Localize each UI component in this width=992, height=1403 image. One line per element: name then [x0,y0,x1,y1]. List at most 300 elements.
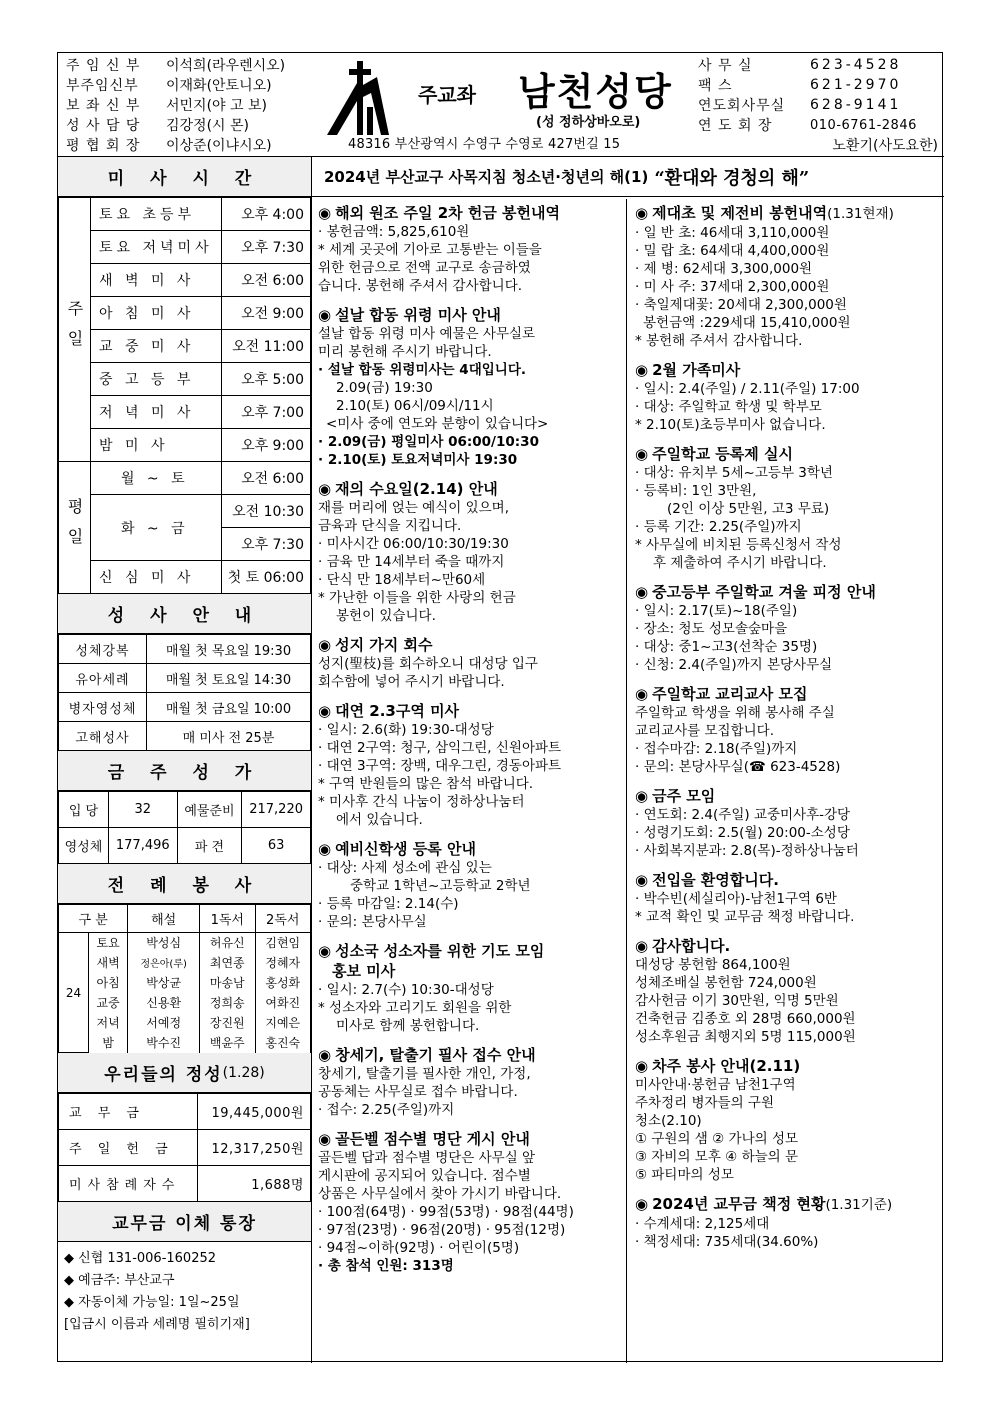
hymns-title: 금 주 성 가 [58,751,311,791]
notice-title [318,941,622,961]
table-row [59,722,311,751]
table-row [59,363,311,396]
notice-title-text: 주일학교 등록제 실시 [652,445,793,463]
church-logo-icon [323,57,393,135]
contact-value: 621-2970 [810,77,902,93]
liturgy-cell: 허유신 [200,933,255,953]
notice-block [635,936,940,1046]
staff-list [66,55,326,155]
staff-name: 이석희(라우렌시오) [166,58,286,74]
sacrament-name: 고해성사 [59,722,147,751]
sacraments-table [58,634,311,751]
notice-line: ① 구원의 샘 ② 가나의 성모 [635,1131,799,1147]
notice-title [318,479,622,499]
mass-time: 오후 7:00 [221,396,310,429]
offering-table [58,1093,311,1202]
notice-line: 재를 머리에 얹는 예식이 있으며, [318,500,509,516]
mass-name: 밤 미 사 [91,429,222,462]
mass-name: 새 벽 미 사 [91,264,222,297]
account-line: [입금시 이름과 세례명 필히기재] [64,1317,250,1332]
notice-line: 미사안내·봉헌금 남천1구역 [635,1077,796,1093]
notice-title-text: 전입을 환영합니다. [652,871,779,889]
bullet-icon: ◉ [635,361,649,379]
mass-name: 화 ~ 금 [91,495,222,561]
notice-title [635,1194,940,1215]
notice-line: · 단식 만 18세부터~만60세 [318,572,486,588]
notice-block [635,203,940,350]
offering-label: 주 일 헌 금 [59,1130,198,1166]
notice-title [635,786,940,806]
table-row [59,973,311,993]
notice-line: * 구역 반원들의 많은 참석 바랍니다. [318,776,534,792]
notice-line: · 일시: 2.4(주일) / 2.11(주일) 17:00 [635,381,860,397]
notice-line: 공동체는 사무실로 접수 바랍니다. [318,1084,518,1100]
sacrament-schedule: 매월 첫 금요일 10:00 [147,693,311,722]
church-address: 48316 부산광역시 수영구 수영로 427번길 15 [348,137,621,152]
notice-line: · 일 반 초: 46세대 3,110,000원 [635,225,830,241]
notice-line: · 대연 2구역: 청구, 삼익그린, 신원아파트 [318,740,562,756]
contact-list [698,55,942,154]
notice-line: 교리교사를 모집합니다. [635,723,774,739]
notice-title-text: 중고등부 주일학교 겨울 피정 안내 [652,583,876,601]
notice-title-text: 설날 합동 위령 미사 안내 [335,306,501,324]
notice-title [318,839,622,859]
notice-line: * 교적 확인 및 교무금 책정 바랍니다. [635,909,855,925]
notice-line: · 대상: 유치부 5세~고등부 3학년 [635,465,833,481]
notice-title [318,1129,622,1149]
table-row [59,297,311,330]
notice-line: 금육과 단식을 지킵니다. [318,518,462,534]
notice-line: · 성령기도회: 2.5(월) 20:00-소성당 [635,825,850,841]
offering-title-text: 우리들의 정성 [104,1065,223,1085]
mass-time: 오후 4:00 [221,198,310,231]
staff-name: 이재화(안토니오) [166,78,272,94]
notice-title-text: 2024년 교무금 책정 현황 [652,1195,826,1213]
notice-title-text: 대연 2.3구역 미사 [335,702,460,720]
sacrament-name: 성체강복 [59,635,147,664]
mass-times-title: 미 사 시 간 [58,157,311,197]
notice-line: 대성당 봉헌함 864,100원 [635,957,791,973]
notice-title [318,305,622,325]
hymn-label: 입 당 [59,792,109,828]
account-title: 교무금 이체 통장 [58,1202,311,1242]
notice-title [635,203,940,224]
staff-name: 서민지(야 고 보) [166,98,267,114]
liturgy-cell: 장진원 [200,1013,255,1033]
staff-row [66,75,326,95]
notice-line: 봉헌금액 :229세대 15,410,000원 [643,315,851,331]
notice-block [318,479,622,625]
hymn-label: 영성체 [59,828,109,864]
notice-block [318,941,622,1035]
bullet-icon: ◉ [318,1130,332,1148]
hymns-table [58,791,311,864]
notice-block [318,839,622,931]
liturgy-cell: 여화진 [255,993,311,1013]
liturgy-cell: 신용환 [128,993,200,1013]
notice-line: 후 제출하여 주시기 바랍니다. [653,555,827,571]
sacrament-schedule: 매월 첫 토요일 14:30 [147,664,311,693]
staff-row [66,115,326,135]
notice-line: 습니다. 봉헌해 주셔서 감사합니다. [318,278,523,294]
notice-line: (2인 이상 5만원, 고3 무료) [667,501,830,517]
bullet-icon: ◉ [318,702,332,720]
staff-row [66,55,326,75]
staff-role: 성 사 담 당 [66,118,141,134]
notice-title [635,360,940,380]
bullet-icon: ◉ [635,445,649,463]
notice-line: · 문의: 본당사무실(☎ 623-4528) [635,759,841,775]
liturgy-header: 2독서 [255,905,311,933]
mass-name: 월 ~ 토 [91,462,222,495]
offering-title [58,1053,311,1093]
notice-line: · 등록 기간: 2.25(주일)까지 [635,519,802,535]
notices-middle-column [312,199,627,1363]
notice-line: · 94점~이하(92명) · 어린이(5명) [318,1240,520,1256]
bullet-icon: ◉ [318,942,332,960]
notice-title-suffix: (1.31현재) [827,206,894,222]
liturgy-cell: 박상균 [128,973,200,993]
mass-name: 교 중 미 사 [91,330,222,363]
table-row [59,933,311,953]
notice-line: · 미 사 주: 37세대 2,300,000원 [635,279,830,295]
staff-row [66,135,326,155]
mass-time: 오후 9:00 [221,429,310,462]
liturgy-cell: 홍성화 [255,973,311,993]
notice-title [318,635,622,655]
liturgy-table [58,904,311,1053]
bullet-icon: ◉ [635,937,649,955]
table-row [59,264,311,297]
liturgy-header: 1독서 [200,905,255,933]
mass-time: 첫 토 06:00 [221,561,310,594]
notice-line: * 사무실에 비치된 등록신청서 작성 [635,537,842,553]
bullet-icon: ◉ [318,480,332,498]
liturgy-cell: 아침 [89,973,128,993]
bullet-icon: ◉ [635,583,649,601]
bullet-icon: ◉ [318,306,332,324]
liturgy-cell: 토요 [89,933,128,953]
notice-line: 성소후원금 최행지외 5명 115,000원 [635,1029,856,1045]
notice-line: 건축헌금 김종호 외 28명 660,000원 [635,1011,856,1027]
notice-block [318,635,622,691]
notice-block [318,1129,622,1275]
notice-line: 2.10(토) 06시/09시/11시 [336,398,494,414]
notice-title-text: 2월 가족미사 [652,361,741,379]
pastoral-banner [312,157,944,197]
bulletin-header [58,53,944,157]
contact-row [698,55,942,75]
notice-line: 감사헌금 이기 30만원, 익명 5만원 [635,993,839,1009]
contact-value: 010-6761-2846 [810,117,917,133]
notice-line: 성체조배실 봉헌함 724,000원 [635,975,817,991]
staff-role: 부주임신부 [66,78,139,94]
mass-time: 오후 7:30 [221,528,310,561]
account-line: ◆ 자동이체 가능일: 1일~25일 [64,1295,240,1310]
contact-label: 연 도 회 장 [698,118,773,134]
table-row [59,635,311,664]
notice-line: * 성소자와 고리기도 회원을 위한 [318,1000,512,1016]
notice-title [318,701,622,721]
liturgy-cell: 교중 [89,993,128,1013]
bullet-icon: ◉ [635,204,649,222]
mass-name: 아 침 미 사 [91,297,222,330]
banner-prefix: 2024년 부산교구 사목지침 청소년·청년의 해(1) [324,168,649,186]
offering-label: 교 무 금 [59,1094,198,1130]
staff-name: 이상준(이냐시오) [166,138,272,154]
bulletin-page [57,52,943,1362]
bullet-icon: ◉ [635,787,649,805]
notice-title-text: 금주 모임 [652,787,716,805]
notice-title [635,444,940,464]
notice-title-text: 성소국 성소자를 위한 기도 모임 [335,942,545,960]
contact-value: 623-4528 [810,57,902,73]
notice-title [635,684,940,704]
liturgy-cell: 서예정 [128,1013,200,1033]
bullet-icon: ◉ [635,1057,649,1075]
sunday-group-label: 주일 [59,198,91,462]
hymn-value: 32 [108,792,177,828]
notice-title [635,936,940,956]
liturgy-cell: 새벽 [89,953,128,973]
notice-block [635,444,940,572]
notice-line: 봉헌이 있습니다. [336,608,436,624]
notice-line: 위한 헌금으로 전액 교구로 송금하였 [318,260,531,276]
notice-line: · 대상: 중1~고3(선착순 35명) [635,639,818,655]
table-row [59,664,311,693]
notice-line: * 미사후 간식 나눔이 정하상나눔터 [318,794,525,810]
church-name: 남천성당 [518,69,673,114]
liturgy-header: 구 분 [59,905,128,933]
notice-title-text: 감사합니다. [652,937,731,955]
notice-line: · 등록비: 1인 3만원, [635,483,757,499]
offering-label: 미사참례자수 [59,1166,198,1202]
table-row [59,1130,311,1166]
notice-line: · 봉헌금액: 5,825,610원 [318,224,470,240]
hymn-label: 파 견 [177,828,242,864]
notice-line: 성지(聖枝)를 회수하오니 대성당 입구 [318,656,538,672]
liturgy-header: 해설 [128,905,200,933]
notice-line: 주차정리 병자들의 구원 [635,1095,774,1111]
liturgy-cell: 김현임 [255,933,311,953]
notice-line: · 금육 만 14세부터 죽을 때까지 [318,554,505,570]
liturgy-cell: 박수진 [128,1033,200,1053]
notice-line: 2.09(금) 19:30 [336,380,433,396]
bullet-icon: ◉ [635,685,649,703]
notice-line: · 대상: 사제 성소에 관심 있는 [318,860,492,876]
notice-line: · 책정세대: 735세대(34.60%) [635,1234,819,1250]
notice-line: <미사 중에 연도와 분향이 있습니다> [326,416,549,432]
notice-line: · 등록 마감일: 2.14(수) [318,896,459,912]
table-row [59,330,311,363]
hymn-label: 예물준비 [177,792,242,828]
notice-line: 회수함에 넣어 주시기 바랍니다. [318,674,505,690]
notice-block [635,1056,940,1184]
table-row [59,495,311,528]
notice-line: · 100점(64명) · 99점(53명) · 98점(44명) [318,1204,574,1220]
table-row [59,1033,311,1053]
table-row [59,462,311,495]
table-row [59,693,311,722]
mass-times-table [58,197,311,594]
mass-time: 오전 10:30 [221,495,310,528]
liturgy-cell: 정혜자 [255,953,311,973]
notice-block [318,203,622,295]
mass-name: 신 심 미 사 [91,561,222,594]
table-row [59,231,311,264]
contact-signature: 노환기(사도요한) [832,138,938,154]
notice-line: · 제 병: 62세대 3,300,000원 [635,261,813,277]
contact-label: 사 무 실 [698,58,753,74]
hymn-value: 177,496 [108,828,177,864]
notice-line: 중학교 1학년~고등학교 2학년 [350,878,531,894]
notice-title-text: 해외 원조 주일 2차 헌금 봉헌내역 [335,204,561,222]
notice-line: 청소(2.10) [635,1113,702,1129]
offering-date: (1.28) [222,1064,265,1081]
liturgy-title: 전 례 봉 사 [58,864,311,904]
notice-line: · 대상: 주일학교 학생 및 학부모 [635,399,822,415]
notice-line: · 총 참석 인원: 313명 [318,1258,454,1274]
notice-title-suffix: (1.31기준) [825,1197,893,1213]
notice-title-text: 창세기, 탈출기 필사 접수 안내 [335,1046,536,1064]
liturgy-cell: 마송남 [200,973,255,993]
notice-line: · 사회복지분과: 2.8(목)-정하상나눔터 [635,843,859,859]
hymn-value: 63 [242,828,311,864]
notice-line: 게시판에 공지되어 있습니다. 점수별 [318,1168,531,1184]
notice-line: 창세기, 탈출기를 필사한 개인, 가정, [318,1066,531,1082]
church-subtitle: (성 정하상바오로) [536,115,641,130]
contact-label: 연도회사무실 [698,98,786,114]
notice-title-text: 차주 봉사 안내(2.11) [652,1057,801,1075]
sacrament-name: 유아세례 [59,664,147,693]
notice-block [318,1045,622,1119]
notice-line: · 밀 랍 초: 64세대 4,400,000원 [635,243,830,259]
bullet-icon: ◉ [318,636,332,654]
staff-role: 평 협 회 장 [66,138,141,154]
notice-block [635,582,940,674]
liturgy-cell: 밤 [89,1033,128,1053]
sacrament-schedule: 매월 첫 목요일 19:30 [147,635,311,664]
notice-block [635,1194,940,1251]
notice-title [318,1045,622,1065]
mass-time: 오전 6:00 [221,264,310,297]
bullet-icon: ◉ [318,1046,332,1064]
notice-line: · 신청: 2.4(주일)까지 본당사무실 [635,657,833,673]
table-row [59,792,311,828]
liturgy-cell: 정희송 [200,993,255,1013]
notice-line: · 2.09(금) 평일미사 06:00/10:30 [318,434,539,450]
sacrament-name: 병자영성체 [59,693,147,722]
liturgy-cell: 박성심 [128,933,200,953]
notice-line: · 2.10(토) 토요저녁미사 19:30 [318,452,518,468]
left-column [58,157,312,1363]
bullet-icon: ◉ [318,204,332,222]
table-row [59,429,311,462]
table-row [59,396,311,429]
account-info [58,1242,311,1342]
notice-block [318,701,622,829]
table-row [59,905,311,933]
notice-block [635,870,940,926]
account-line: ◆ 신협 131-006-160252 [64,1251,217,1266]
sacrament-schedule: 매 미사 전 25분 [147,722,311,751]
weekday-group-label: 평일 [59,462,91,594]
notice-line: 미리 봉헌해 주시기 바랍니다. [318,344,492,360]
table-row [59,993,311,1013]
table-row [59,198,311,231]
hymn-value: 217,220 [242,792,311,828]
notice-line: * 2.10(토)초등부미사 없습니다. [635,417,826,433]
notice-title-text: 제대초 및 제전비 봉헌내역 [652,204,828,222]
table-row [59,1013,311,1033]
table-row [59,561,311,594]
notice-line: · 박수빈(세실리아)-남천1구역 6반 [635,891,837,907]
church-prefix: 주교좌 [418,83,476,107]
notice-title-text: 주일학교 교리교사 모집 [652,685,808,703]
contact-row [698,95,942,115]
staff-role: 보 좌 신 부 [66,98,141,114]
contact-label: 팩 스 [698,78,733,94]
bullet-icon: ◉ [635,1195,649,1213]
notice-line: * 가난한 이들을 위한 사랑의 헌금 [318,590,516,606]
liturgy-cell: 최연종 [200,953,255,973]
notice-line: · 접수: 2.25(주일)까지 [318,1102,455,1118]
mass-time: 오후 7:30 [221,231,310,264]
table-row [59,953,311,973]
notice-title [635,582,940,602]
notice-line: ③ 자비의 모후 ④ 하늘의 문 [635,1149,799,1165]
notice-line: · 문의: 본당사무실 [318,914,427,930]
notice-line: 설날 합동 위령 미사 예물은 사무실로 [318,326,536,342]
account-line: ◆ 예금주: 부산교구 [64,1273,175,1288]
notice-line: 에서 있습니다. [336,812,423,828]
notice-title-text: 예비신학생 등록 안내 [335,840,476,858]
notice-title [318,203,622,223]
notice-line: · 일시: 2.6(화) 19:30-대성당 [318,722,494,738]
mass-time: 오후 5:00 [221,363,310,396]
mass-time: 오전 11:00 [221,330,310,363]
offering-value: 1,688명 [197,1166,310,1202]
notice-line: · 일시: 2.17(토)~18(주일) [635,603,798,619]
notice-block [318,305,622,469]
notice-title [635,1056,940,1076]
notice-line: · 97점(23명) · 96점(20명) · 95점(12명) [318,1222,566,1238]
table-row [59,1166,311,1202]
notice-line: · 연도회: 2.4(주일) 교중미사후-강당 [635,807,851,823]
mass-time: 오전 9:00 [221,297,310,330]
notice-title [635,870,940,890]
notice-line: · 미사시간 06:00/10:30/19:30 [318,536,509,552]
staff-name: 김강정(시 몬) [166,118,249,134]
notice-line: · 장소: 청도 성모솔숲마을 [635,621,788,637]
banner-highlight: “환대와 경청의 해” [654,167,810,189]
notice-line: * 세계 곳곳에 기아로 고통받는 이들을 [318,242,542,258]
offering-value: 19,445,000원 [197,1094,310,1130]
liturgy-cell: 저녁 [89,1013,128,1033]
contact-row [698,75,942,95]
notice-line: · 축일제대꽃: 20세대 2,300,000원 [635,297,847,313]
notice-line: · 접수마감: 2.18(주일)까지 [635,741,798,757]
bullet-icon: ◉ [318,840,332,858]
notice-line: 상품은 사무실에서 찾아 가시기 바랍니다. [318,1186,562,1202]
notice-line: 골든벨 답과 점수별 명단은 사무실 앞 [318,1150,536,1166]
staff-row [66,95,326,115]
notice-block [635,786,940,860]
sacraments-title: 성 사 안 내 [58,594,311,634]
notice-title-text: 골든벨 점수별 명단 게시 안내 [335,1130,530,1148]
liturgy-cell: 백윤주 [200,1033,255,1053]
notice-line: ⑤ 파티마의 성모 [635,1167,734,1183]
